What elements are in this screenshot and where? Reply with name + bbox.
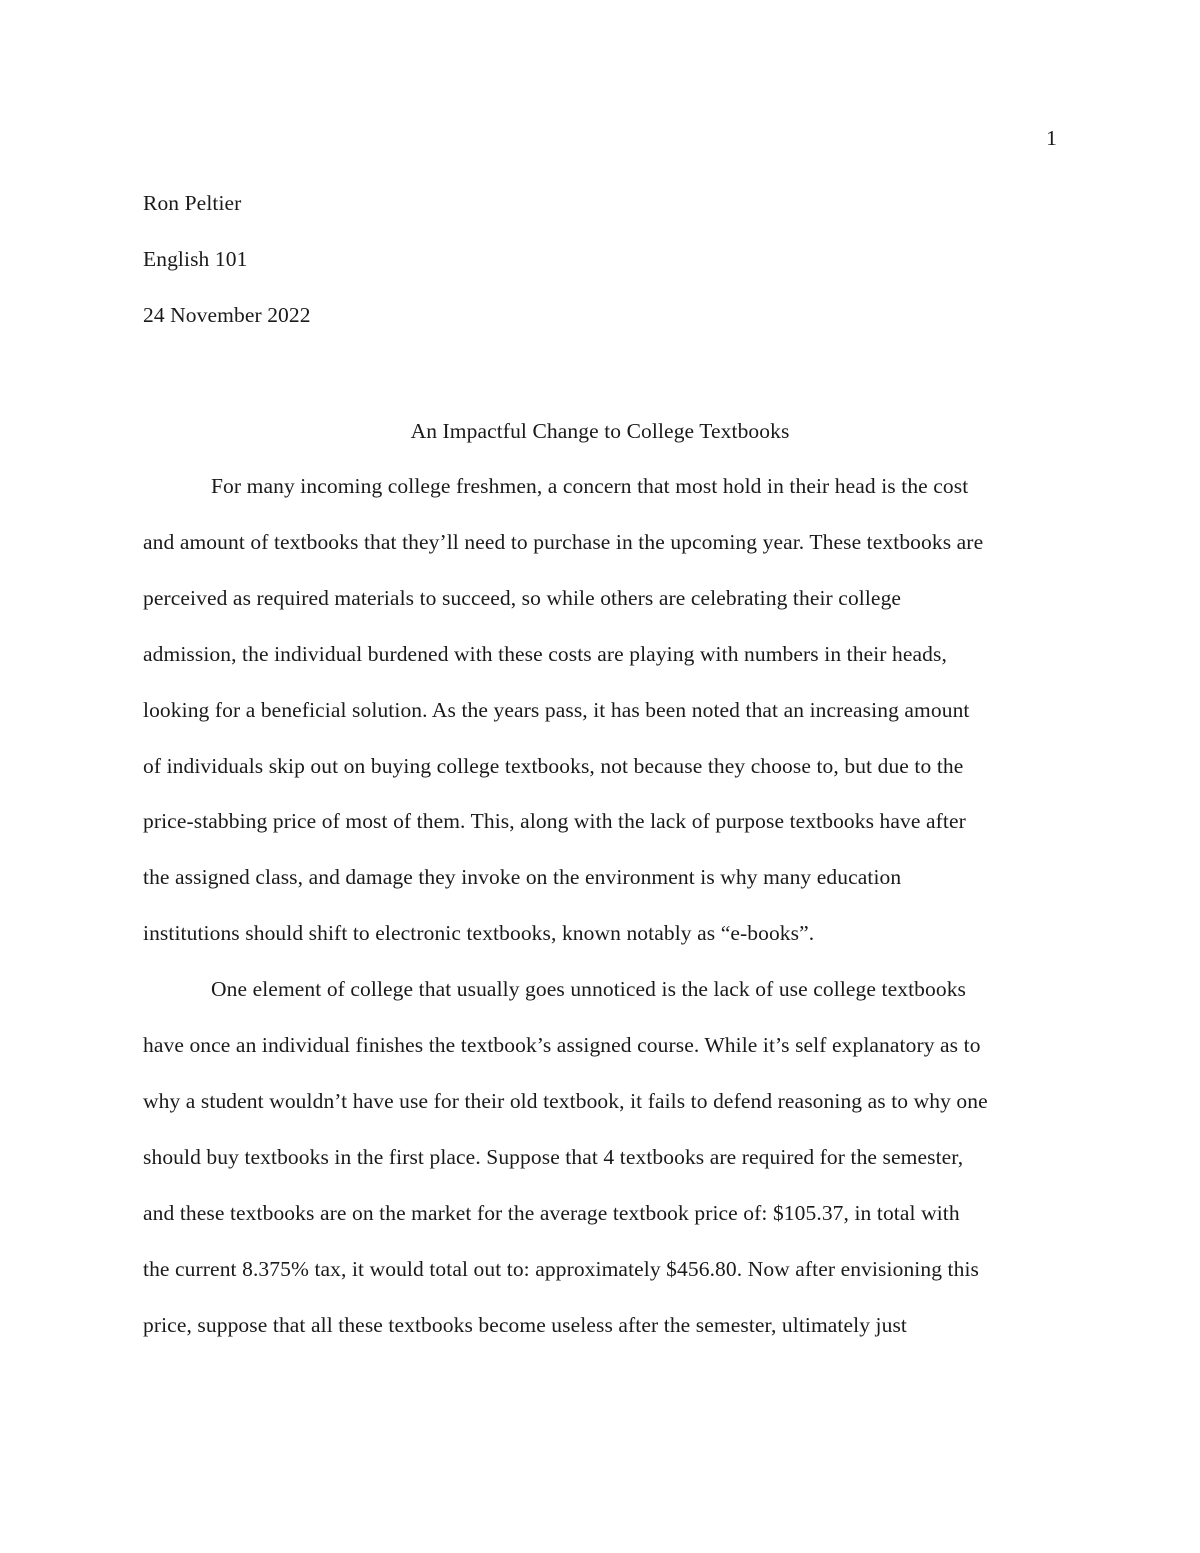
paragraph-line: the assigned class, and damage they invoke on the environment is why many education (143, 865, 902, 889)
paragraph-line: of individuals skip out on buying college textbooks, not because they choose to, but due to the (143, 754, 964, 778)
paragraph-line: and these textbooks are on the market for the average textbook price of: $105.37, in total with (143, 1201, 960, 1225)
paragraph-line: and amount of textbooks that they’ll need to purchase in the upcoming year. These textbooks are (143, 530, 984, 554)
page-number: 1 (1046, 126, 1057, 150)
essay-title: An Impactful Change to College Textbooks (410, 419, 790, 443)
paragraph-line: have once an individual finishes the textbook’s assigned course. While it’s self explanatory as to (143, 1033, 981, 1057)
author-name: Ron Peltier (143, 191, 242, 215)
essay-date: 24 November 2022 (143, 303, 311, 327)
course-name: English 101 (143, 247, 248, 271)
paragraph-line: price-stabbing price of most of them. This, along with the lack of purpose textbooks have after (143, 809, 966, 833)
paragraph-line: looking for a beneficial solution. As the years pass, it has been noted that an increasing amount (143, 698, 970, 722)
paragraph-line: One element of college that usually goes unnoticed is the lack of use college textbooks (211, 977, 967, 1001)
paragraph-line: should buy textbooks in the first place. Suppose that 4 textbooks are required for the semester, (143, 1145, 964, 1169)
paragraph-line: price, suppose that all these textbooks become useless after the semester, ultimately just (143, 1313, 908, 1337)
paragraph-line: admission, the individual burdened with these costs are playing with numbers in their heads, (143, 642, 947, 666)
paragraph-line: For many incoming college freshmen, a concern that most hold in their head is the cost (211, 474, 969, 498)
paragraph-line: institutions should shift to electronic textbooks, known notably as “e-books”. (143, 921, 815, 945)
paragraph-line: why a student wouldn’t have use for their old textbook, it fails to defend reasoning as to why one (143, 1089, 988, 1113)
paragraph-line: perceived as required materials to succeed, so while others are celebrating their college (143, 586, 902, 610)
paragraph-line: the current 8.375% tax, it would total out to: approximately $456.80. Now after envisioning this (143, 1257, 980, 1281)
